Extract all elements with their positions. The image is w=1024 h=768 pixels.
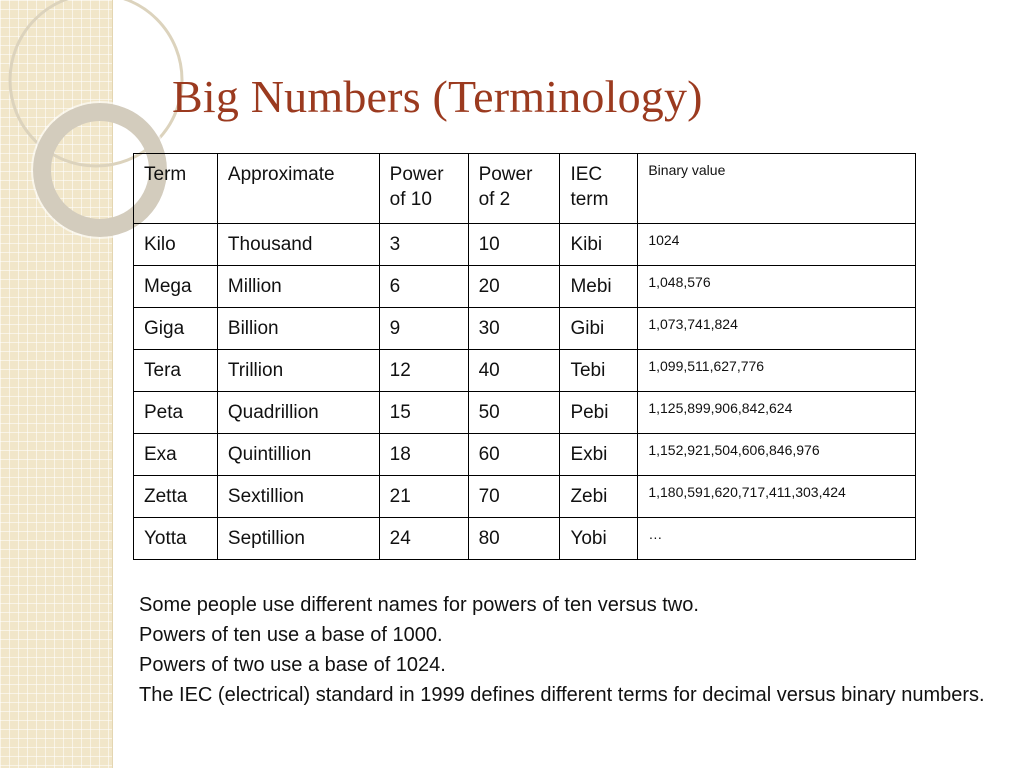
iec-term-cell: Zebi <box>560 476 638 518</box>
approximate-cell: Quadrillion <box>217 392 379 434</box>
term-cell: Exa <box>134 434 218 476</box>
power-of-2-cell: 30 <box>468 308 560 350</box>
iec-term-cell: Kibi <box>560 224 638 266</box>
power-of-10-cell: 6 <box>379 266 468 308</box>
power-of-10-cell: 18 <box>379 434 468 476</box>
table-row <box>134 518 916 560</box>
table-header-row <box>134 154 916 224</box>
table-row <box>134 308 916 350</box>
power-of-2-cell: 60 <box>468 434 560 476</box>
header-cell-approximate: Approximate <box>217 154 379 224</box>
slide-title: Big Numbers (Terminology) <box>172 71 703 122</box>
binary-value-cell: 1,152,921,504,606,846,976 <box>638 434 916 476</box>
iec-term-cell: Yobi <box>560 518 638 560</box>
binary-value-cell: 1024 <box>638 224 916 266</box>
term-cell: Tera <box>134 350 218 392</box>
binary-value-cell: 1,125,899,906,842,624 <box>638 392 916 434</box>
power-of-10-cell: 9 <box>379 308 468 350</box>
approximate-cell: Sextillion <box>217 476 379 518</box>
terminology-table <box>133 153 916 560</box>
table-row <box>134 266 916 308</box>
power-of-10-cell: 15 <box>379 392 468 434</box>
note-line: Some people use different names for powers of ten versus two. <box>139 594 699 616</box>
approximate-cell: Million <box>217 266 379 308</box>
approximate-cell: Trillion <box>217 350 379 392</box>
term-cell: Kilo <box>134 224 218 266</box>
power-of-2-cell: 10 <box>468 224 560 266</box>
binary-value-cell: … <box>638 518 916 560</box>
table-row <box>134 224 916 266</box>
iec-term-cell: Mebi <box>560 266 638 308</box>
binary-value-cell: 1,099,511,627,776 <box>638 350 916 392</box>
term-cell: Zetta <box>134 476 218 518</box>
header-cell-binary-value: Binary value <box>638 154 916 224</box>
power-of-10-cell: 12 <box>379 350 468 392</box>
power-of-2-cell: 50 <box>468 392 560 434</box>
iec-term-cell: Gibi <box>560 308 638 350</box>
header-cell-power-of-2: Power of 2 <box>468 154 560 224</box>
binary-value-cell: 1,048,576 <box>638 266 916 308</box>
term-cell: Giga <box>134 308 218 350</box>
table-row <box>134 476 916 518</box>
approximate-cell: Quintillion <box>217 434 379 476</box>
term-cell: Yotta <box>134 518 218 560</box>
iec-term-cell: Tebi <box>560 350 638 392</box>
explanatory-notes <box>139 590 999 710</box>
note-line: Powers of two use a base of 1024. <box>139 654 446 676</box>
table-row <box>134 392 916 434</box>
iec-term-cell: Exbi <box>560 434 638 476</box>
table-row <box>134 350 916 392</box>
header-cell-power-of-10: Power of 10 <box>379 154 468 224</box>
header-cell-iec-term: IEC term <box>560 154 638 224</box>
iec-term-cell: Pebi <box>560 392 638 434</box>
approximate-cell: Thousand <box>217 224 379 266</box>
term-cell: Mega <box>134 266 218 308</box>
binary-value-cell: 1,073,741,824 <box>638 308 916 350</box>
power-of-2-cell: 20 <box>468 266 560 308</box>
power-of-2-cell: 70 <box>468 476 560 518</box>
header-cell-term: Term <box>134 154 218 224</box>
approximate-cell: Septillion <box>217 518 379 560</box>
power-of-2-cell: 40 <box>468 350 560 392</box>
power-of-10-cell: 24 <box>379 518 468 560</box>
binary-value-cell: 1,180,591,620,717,411,303,424 <box>638 476 916 518</box>
power-of-10-cell: 3 <box>379 224 468 266</box>
note-line: The IEC (electrical) standard in 1999 defines different terms for decimal versus binary numbers. <box>139 684 985 706</box>
table-row <box>134 434 916 476</box>
power-of-2-cell: 80 <box>468 518 560 560</box>
power-of-10-cell: 21 <box>379 476 468 518</box>
term-cell: Peta <box>134 392 218 434</box>
note-line: Powers of ten use a base of 1000. <box>139 624 443 646</box>
approximate-cell: Billion <box>217 308 379 350</box>
